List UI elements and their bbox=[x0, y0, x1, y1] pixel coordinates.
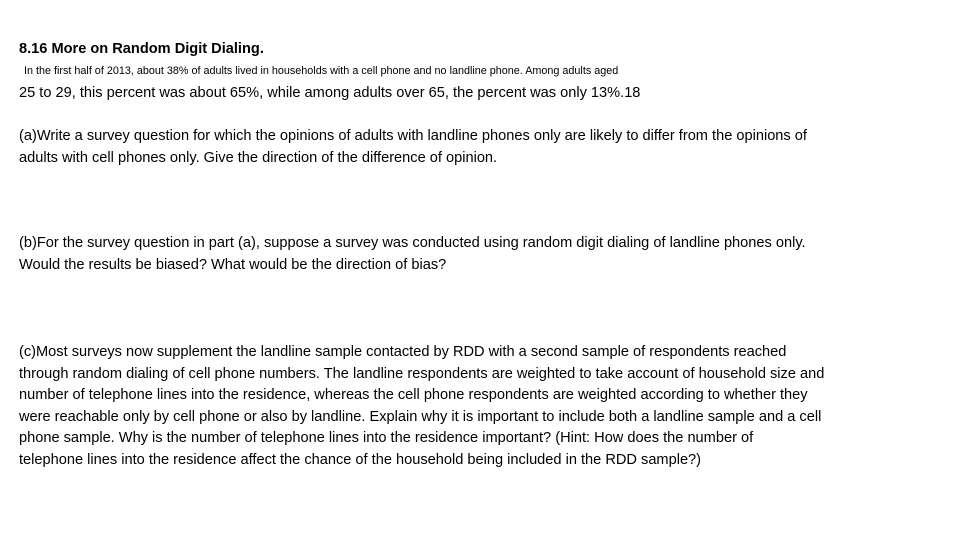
intro-line-2: 25 to 29, this percent was about 65%, while among adults over 65, the percent was only 13%.18 bbox=[19, 84, 641, 101]
problem-heading bbox=[19, 39, 941, 61]
part-c-line-2: through random dialing of cell phone numbers. The landline respondents are weighted to take account of household size and bbox=[19, 365, 825, 382]
part-c-line-3: number of telephone lines into the residence, whereas the cell phone respondents are weighted according to whether they bbox=[19, 387, 808, 404]
intro-line-1: In the first half of 2013, about 38% of adults lived in households with a cell phone and no landline phone. Among adults aged bbox=[24, 65, 619, 77]
heading-text: 8.16 More on Random Digit Dialing. bbox=[19, 41, 264, 57]
part-c-line-1: (c)Most surveys now supplement the landline sample contacted by RDD with a second sample of respondents reached bbox=[19, 344, 787, 360]
problem-intro bbox=[19, 61, 941, 104]
part-b-line-1: (b)For the survey question in part (a), suppose a survey was conducted using random digit dialing of landline phones only. bbox=[19, 235, 806, 251]
part-c-line-5: phone sample. Why is the number of telephone lines into the residence important? (Hint: How does the number of bbox=[19, 430, 754, 447]
question-part-b bbox=[19, 233, 941, 276]
part-b-line-2: Would the results be biased? What would be the direction of bias? bbox=[19, 256, 447, 273]
part-a-line-2: adults with cell phones only. Give the direction of the difference of opinion. bbox=[19, 149, 498, 166]
part-c-line-6: telephone lines into the residence affect the chance of the household being included in the RDD sample?) bbox=[19, 451, 702, 468]
question-part-a bbox=[19, 126, 941, 169]
question-part-c bbox=[19, 342, 941, 472]
part-c-line-4: were reachable only by cell phone or also by landline. Explain why it is important to include both a landline sample and a cell bbox=[19, 408, 822, 425]
part-a-line-1: (a)Write a survey question for which the opinions of adults with landline phones only are likely to differ from the opinions of bbox=[19, 128, 807, 144]
